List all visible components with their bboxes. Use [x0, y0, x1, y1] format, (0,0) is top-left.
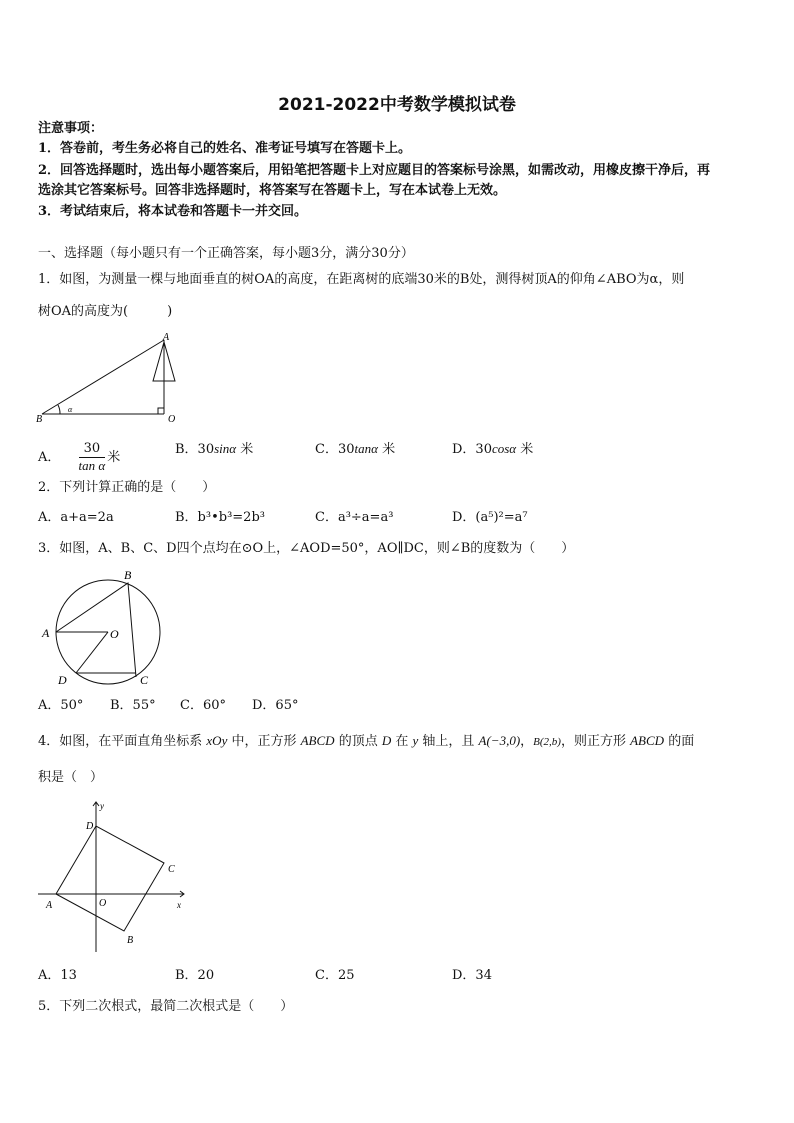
q1-label-o: O: [168, 414, 176, 425]
q3-option-a: A．50°: [38, 698, 84, 713]
notice-item-1: 1．答卷前，考生务必将自己的姓名、准考证号填写在答题卡上。: [38, 141, 412, 156]
q2-option-a: A．a+a=2a: [38, 510, 114, 525]
notice-item-2: 2．回答选择题时，选出每小题答案后，用铅笔把答题卡上对应题目的答案标号涂黑，如需改动，用橡皮擦干净后，再: [38, 163, 711, 178]
q4-label-x: x: [177, 900, 181, 910]
q4-stem-line2: 积是（ ）: [38, 770, 104, 785]
q3-option-b: B．55°: [110, 698, 156, 713]
q5-stem: 5．下列二次根式，最简二次根式是（ ）: [38, 999, 294, 1014]
q3-segment-od: [76, 632, 108, 673]
q1-stem-line1: 1．如图，为测量一棵与地面垂直的树OA的高度，在距离树的底端30米的B处，测得树顶A的仰角∠ABO为α，则: [38, 272, 685, 287]
q1-option-d: D．30cosα 米: [452, 441, 534, 457]
q3-figure: [36, 566, 166, 686]
section-heading: 一、选择题（每小题只有一个正确答案，每小题3分，满分30分）: [38, 246, 414, 261]
page-title: 2021-2022中考数学模拟试卷: [278, 95, 516, 115]
q3-label-o: O: [110, 627, 119, 641]
q4-label-d: D: [86, 821, 94, 832]
q1-stem-line2: 树OA的高度为( ): [38, 304, 173, 319]
q4-option-a: A．13: [38, 968, 77, 983]
q1-option-a-fraction: [79, 441, 106, 474]
q4-option-d: D．34: [452, 968, 492, 983]
q3-label-d: D: [58, 673, 67, 686]
q1-angle-arc: [58, 405, 60, 414]
q4-figure: [34, 796, 194, 956]
q1-option-c: C．30tanα 米: [315, 441, 396, 457]
q4-label-o: O: [99, 898, 107, 909]
q3-option-c: C．60°: [180, 698, 226, 713]
q3-option-d: D．65°: [252, 698, 299, 713]
q1-option-a-numerator: 30: [79, 441, 106, 458]
q1-label-b: B: [36, 414, 43, 425]
notice-heading: 注意事项：: [38, 121, 104, 136]
q2-option-d: D．(a⁵)²=a⁷: [452, 510, 528, 525]
q4-label-y: y: [100, 801, 104, 811]
q4-stem-line1: 4．如图，在平面直角坐标系 xOy 中，正方形 ABCD 的顶点 D 在 y 轴上，且 A(−3,0)，B(2,b)，则正方形 ABCD 的面: [38, 733, 695, 749]
q4-label-c: C: [168, 864, 175, 875]
q3-label-b: B: [124, 568, 132, 582]
q1-right-angle-mark: [158, 408, 164, 414]
q3-stem: 3．如图，A、B、C、D四个点均在⊙O上，∠AOD=50°，AO∥DC，则∠B的度数为（ ）: [38, 541, 575, 556]
q1-label-a: A: [163, 332, 170, 343]
q4-option-c: C．25: [315, 968, 355, 983]
q1-option-a-denominator: tan α: [78, 458, 106, 473]
q4-label-b: B: [127, 935, 134, 946]
q1-label-alpha: α: [68, 405, 73, 414]
notice-item-2-cont: 选涂其它答案标号。回答非选择题时，将答案写在答题卡上，写在本试卷上无效。: [38, 183, 507, 198]
q2-option-b: B．b³•b³=2b³: [175, 510, 265, 525]
q3-chords-ab-bc: [56, 583, 136, 677]
q1-figure: [34, 330, 184, 425]
q4-square: [56, 826, 164, 931]
q1-sight-line: [42, 340, 164, 414]
notice-item-3: 3．考试结束后，将本试卷和答题卡一并交回。: [38, 204, 308, 219]
q1-option-a-prefix: A．: [38, 450, 61, 465]
q1-option-a: [38, 441, 120, 474]
q1-option-b: B．30sinα 米: [175, 441, 254, 457]
q4-option-b: B．20: [175, 968, 215, 983]
q3-label-c: C: [140, 673, 149, 686]
q2-stem: 2．下列计算正确的是（ ）: [38, 480, 216, 495]
q2-option-c: C．a³÷a=a³: [315, 510, 394, 525]
q4-label-a: A: [46, 900, 53, 911]
q1-option-a-unit: 米: [107, 450, 121, 465]
q3-label-a: A: [42, 626, 50, 640]
